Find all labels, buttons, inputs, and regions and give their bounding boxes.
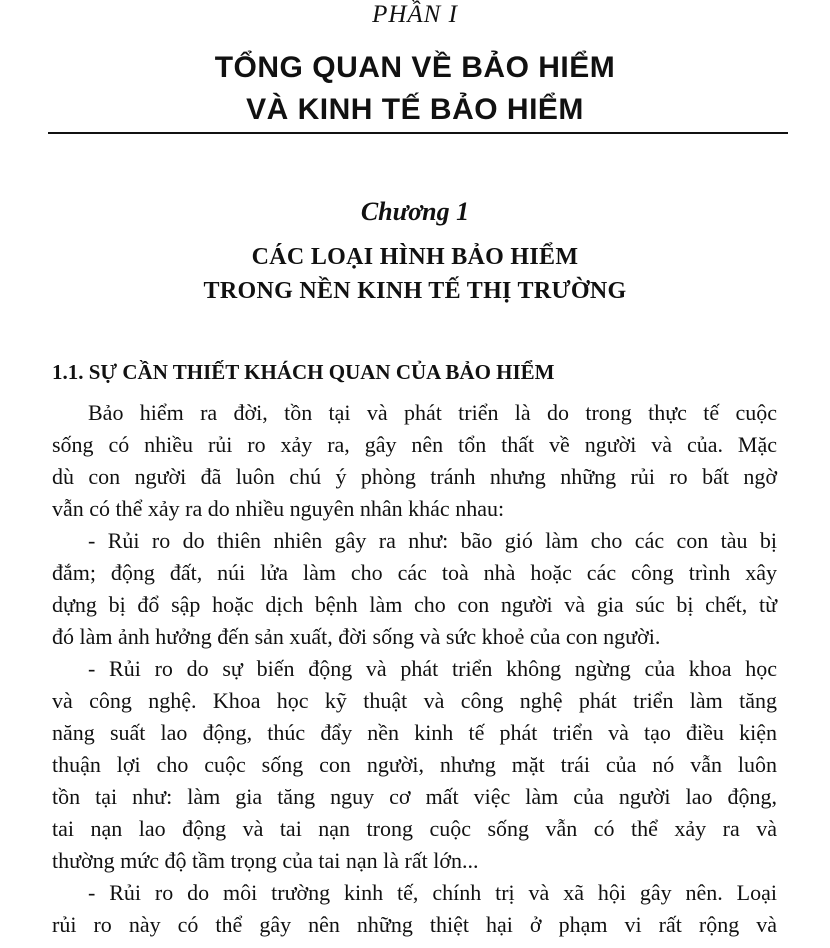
body-line: dựng bị đổ sập hoặc dịch bệnh làm cho con người và gia súc bị chết, từ (52, 592, 777, 617)
body-line: dù con người đã luôn chú ý phòng tránh nhưng những rủi ro bất ngờ (52, 464, 777, 489)
body-line: tồn tại như: làm gia tăng nguy cơ mất việc làm của người lao động, (52, 784, 777, 809)
title-divider (48, 132, 788, 134)
body-line: - Rủi ro do thiên nhiên gây ra như: bão gió làm cho các con tàu bị (88, 528, 777, 553)
part-label: PHẦN I (372, 1, 458, 28)
chapter-title-line-1: CÁC LOẠI HÌNH BẢO HIỂM (251, 244, 579, 270)
chapter-title-line-2: TRONG NỀN KINH TẾ THỊ TRƯỜNG (203, 278, 627, 304)
body-line: rủi ro này có thể gây nên những thiệt hại ở phạm vi rất rộng và (52, 912, 777, 937)
body-line: đó làm ảnh hưởng đến sản xuất, đời sống và sức khoẻ của con người. (52, 624, 661, 649)
body-line: thường mức độ tầm trọng của tai nạn là rất lớn... (52, 848, 479, 873)
body-line: tai nạn lao động và tai nạn trong cuộc sống vẫn có thể xảy ra và (52, 816, 777, 841)
body-line: sống có nhiều rủi ro xảy ra, gây nên tổn thất về người và của. Mặc (52, 432, 777, 457)
body-line: vẫn có thể xảy ra do nhiều nguyên nhân khác nhau: (52, 496, 505, 521)
part-title-line-1: TỔNG QUAN VỀ BẢO HIỂM (214, 51, 616, 84)
body-line: và công nghệ. Khoa học kỹ thuật và công nghệ phát triển làm tăng (52, 688, 777, 713)
part-title-line-2: VÀ KINH TẾ BẢO HIỂM (246, 93, 584, 126)
chapter-label: Chương 1 (360, 197, 470, 226)
body-line: đắm; động đất, núi lửa làm cho các toà nhà hoặc các công trình xây (52, 560, 777, 585)
body-line: - Rủi ro do sự biến động và phát triển không ngừng của khoa học (88, 656, 777, 681)
body-line: Bảo hiểm ra đời, tồn tại và phát triển là do trong thực tế cuộc (88, 400, 777, 425)
section-heading: 1.1. SỰ CẦN THIẾT KHÁCH QUAN CỦA BẢO HIỂM (52, 360, 555, 384)
body-line: thuận lợi cho cuộc sống con người, nhưng mặt trái của nó vẫn luôn (52, 752, 777, 777)
body-line: - Rủi ro do môi trường kinh tế, chính trị và xã hội gây nên. Loại (88, 880, 777, 905)
body-line: năng suất lao động, thúc đẩy nền kinh tế phát triển và tạo điều kiện (52, 720, 777, 745)
